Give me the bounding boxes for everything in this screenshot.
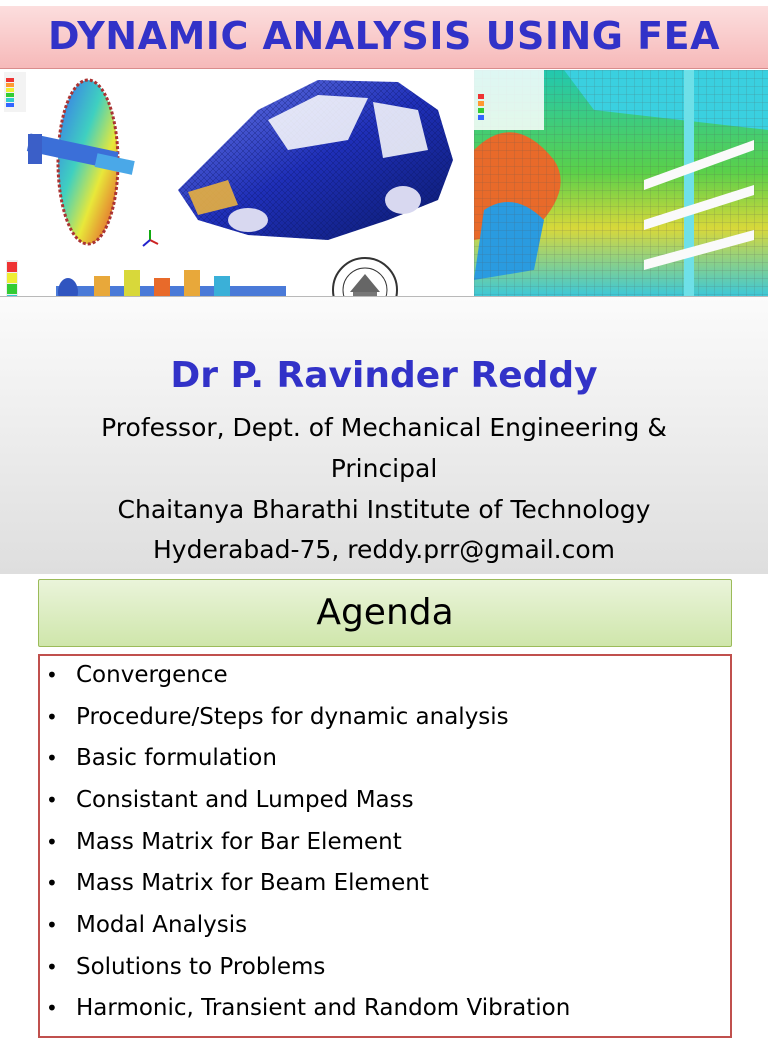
agenda-item-label: Solutions to Problems — [76, 954, 326, 980]
agenda-item-label: Harmonic, Transient and Random Vibration — [76, 995, 571, 1021]
affiliation-line-2: Principal — [330, 454, 438, 483]
agenda-item-label: Mass Matrix for Bar Element — [76, 829, 402, 855]
agenda-list — [38, 654, 732, 1038]
bullet: • — [46, 955, 58, 979]
affiliation-line-4: Hyderabad-75, reddy.prr@gmail.com — [152, 535, 615, 564]
author-info-panel — [0, 296, 768, 574]
list-item — [46, 787, 414, 823]
list-item — [46, 870, 429, 906]
bullet: • — [46, 913, 58, 937]
slide-title: DYNAMIC ANALYSIS USING FEA — [47, 14, 721, 58]
bullet: • — [46, 871, 58, 895]
list-item — [46, 912, 247, 948]
agenda-item-label: Basic formulation — [76, 745, 277, 771]
list-item — [46, 995, 570, 1031]
agenda-title: Agenda — [316, 592, 454, 633]
bullet: • — [46, 996, 58, 1020]
bullet: • — [46, 830, 58, 854]
stress-contour-plate-image — [474, 70, 768, 296]
list-item — [46, 704, 509, 740]
list-item — [46, 745, 277, 781]
list-item — [46, 829, 402, 865]
agenda-item-label: Modal Analysis — [76, 912, 248, 938]
author-name: Dr P. Ravinder Reddy — [170, 355, 598, 396]
agenda-item-label: Mass Matrix for Beam Element — [76, 870, 429, 896]
affiliation-line-1: Professor, Dept. of Mechanical Engineering & — [101, 413, 667, 442]
agenda-header — [38, 579, 732, 647]
affiliation-line-3: Chaitanya Bharathi Institute of Technology — [117, 495, 651, 524]
agenda-item-label: Convergence — [76, 662, 228, 688]
list-item — [46, 954, 325, 990]
agenda-item-label: Consistant and Lumped Mass — [76, 787, 414, 813]
bullet: • — [46, 746, 58, 770]
bullet: • — [46, 663, 58, 687]
agenda-item-label: Procedure/Steps for dynamic analysis — [76, 704, 509, 730]
list-item — [46, 662, 228, 698]
car-body-fea-image — [168, 70, 468, 250]
bullet: • — [46, 788, 58, 812]
bullet: • — [46, 705, 58, 729]
gear-shaft-fea-image — [0, 70, 160, 256]
